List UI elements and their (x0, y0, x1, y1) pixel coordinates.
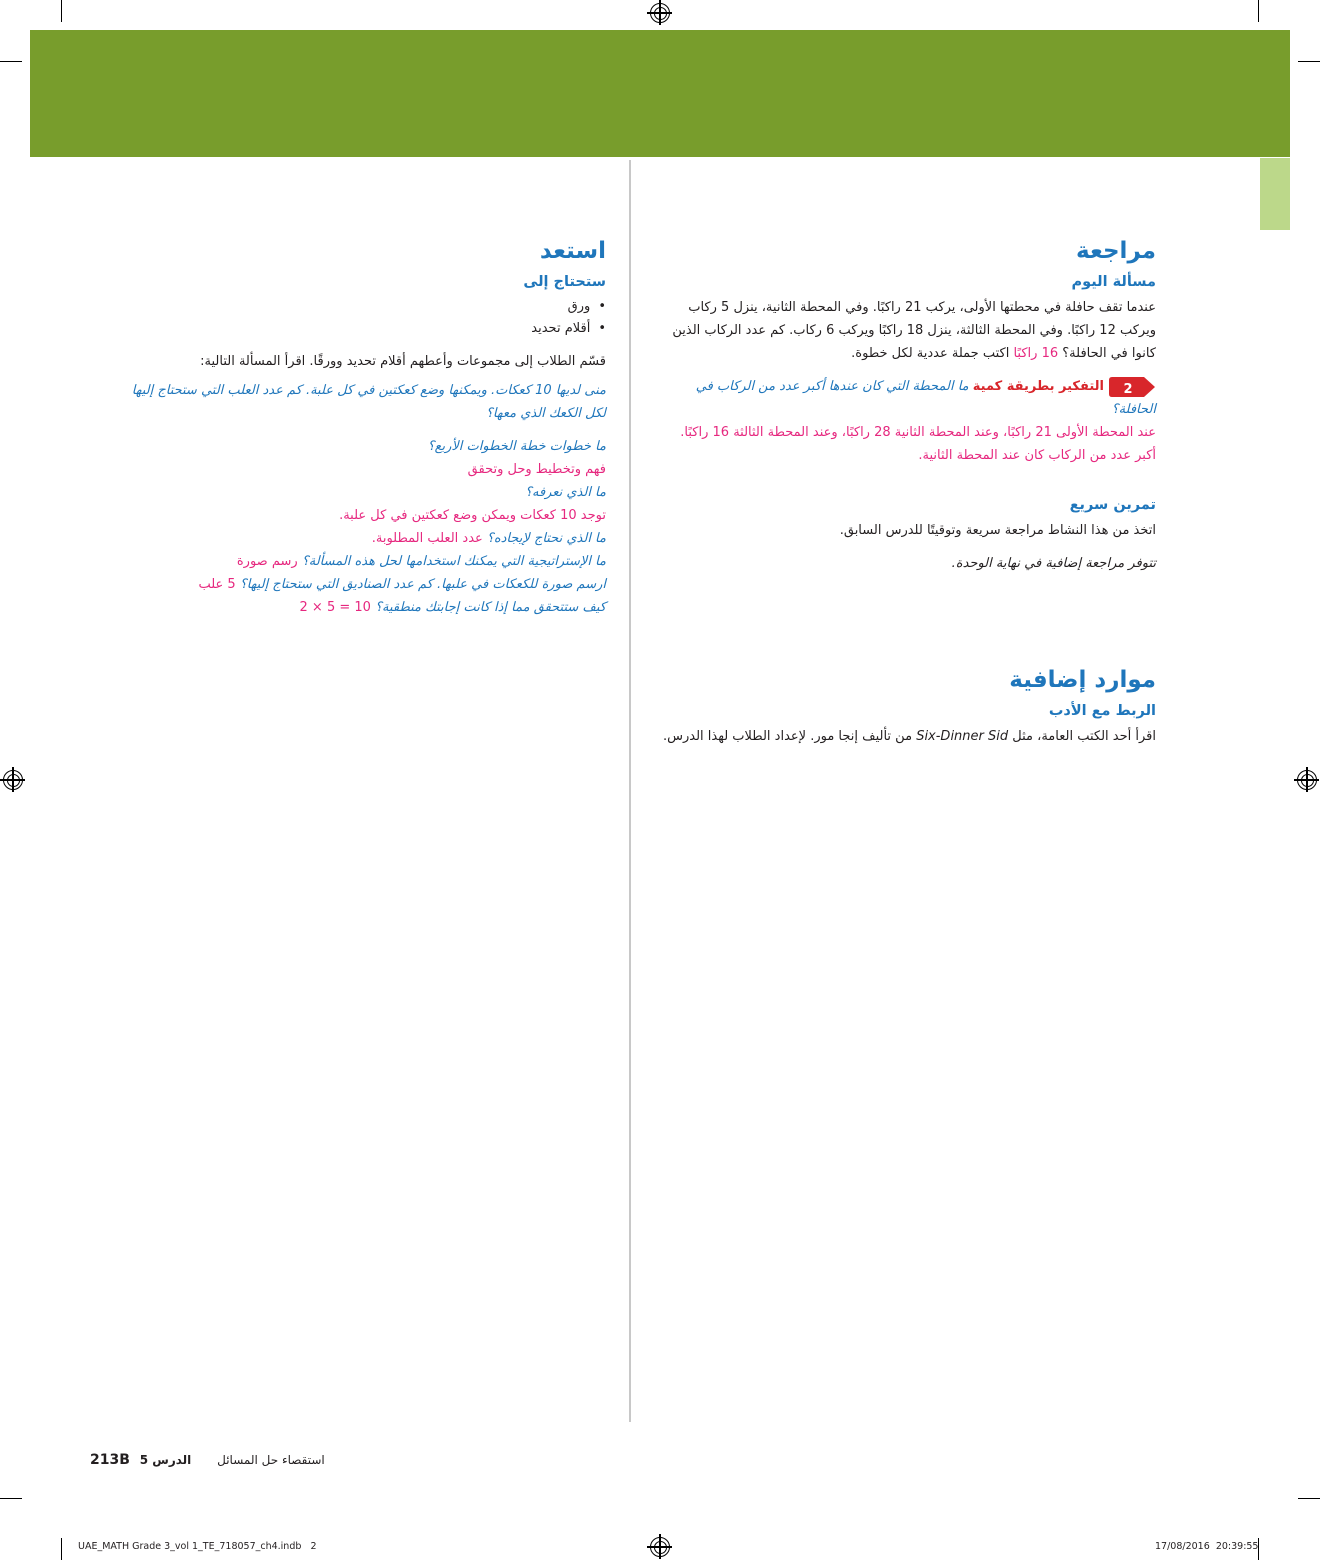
thinking-badge (1108, 376, 1156, 398)
literature-text-before: اقرأ أحد الكتب العامة، مثل (1012, 729, 1156, 744)
launch-instruction: قسّم الطلاب إلى مجموعات وأعطهم أقلام تحديد وورقًا. اقرأ المسألة التالية: (200, 354, 606, 369)
crop-mark (0, 61, 22, 62)
review-heading: مراجعة (1076, 238, 1156, 264)
launch-heading: استعد (539, 238, 606, 264)
thinking-question-line (660, 375, 1156, 421)
question: ارسم صورة للكعكات في علبها. كم عدد الصناديق التي ستحتاج إليها؟ (239, 577, 606, 592)
question: ما خطوات خطة الخطوات الأربع؟ (427, 439, 606, 454)
crop-mark (1298, 1498, 1320, 1499)
question: كيف ستتحقق مما إذا كانت إجابتك منطقية؟ (375, 600, 606, 615)
registration-mark-icon (1297, 770, 1317, 790)
literature-text-after: من تأليف إنجا مور. لإعداد الطلاب لهذا الدرس. (662, 729, 913, 744)
side-tab (1260, 158, 1290, 230)
question-answer-line (110, 596, 606, 619)
lesson-label: الدرس 5 (139, 1453, 192, 1467)
questions-block (110, 435, 606, 619)
crop-mark (0, 1498, 22, 1499)
answer: فهم وتخطيط وحل وتحقق (467, 462, 606, 477)
quick-exercise-note: تتوفر مراجعة إضافية في نهاية الوحدة. (951, 556, 1156, 571)
question-answer-line (110, 527, 606, 550)
answer: رسم صورة (236, 554, 298, 569)
list-item: • أقلام تحديد (110, 318, 606, 340)
materials-heading: ستحتاج إلى (523, 274, 606, 290)
thinking-number: 2 (1123, 381, 1133, 397)
problem-of-day-heading: مسألة اليوم (1071, 274, 1156, 290)
book-title: Six-Dinner Sid (916, 729, 1009, 744)
question-answer-line (110, 550, 606, 573)
problem-answer: 16 راكبًا (1013, 346, 1059, 361)
materials-list (110, 296, 606, 340)
left-column (110, 238, 606, 619)
literature-heading: الربط مع الأدب (1048, 703, 1156, 719)
registration-mark-icon (3, 770, 23, 790)
thinking-block (660, 375, 1156, 467)
quick-exercise-heading: تمرين سريع (1069, 497, 1156, 513)
resources-heading: موارد إضافية (1009, 667, 1156, 693)
right-column (660, 238, 1156, 748)
launch-problem: منى لديها 10 كعكات. ويمكنها وضع كعكتين في كل علبة. كم عدد العلب التي ستحتاج إليها لكل الكعك الذي معها؟ (131, 383, 606, 421)
question: ما الذي نعرفه؟ (525, 485, 606, 500)
problem-text: عندما تقف حافلة في محطتها الأولى، يركب 21 راكبًا. وفي المحطة الثانية، ينزل 5 ركاب ويركب 12 راكبًا. وفي المحطة الثالثة، ينزل 18 راكبًا ويركب 6 ركاب. كم عدد الركاب الذين كانوا في الحافلة؟ (672, 300, 1156, 361)
thinking-label: التفكير بطريقة كمية (972, 379, 1104, 394)
thinking-question: ما المحطة التي كان عندها أكبر عدد من الركاب في الحافلة؟ (695, 379, 1156, 417)
question: ما الذي نحتاج لإيجاده؟ (486, 531, 606, 546)
crop-mark (1298, 61, 1320, 62)
crop-mark (1258, 0, 1259, 22)
answer: 2 × 5 = 10 (299, 600, 371, 615)
registration-mark-icon (650, 3, 670, 23)
question: ما الإستراتيجية التي يمكنك استخدامها لحل هذه المسألة؟ (301, 554, 606, 569)
crop-mark (61, 0, 62, 22)
list-item: • ورق (110, 296, 606, 318)
quick-exercise-text: اتخذ من هذا النشاط مراجعة سريعة وتوقيتًا للدرس السابق. (839, 523, 1156, 538)
slug-date-value: 17/08/2016 (1155, 1541, 1210, 1552)
answer: 5 علب (198, 577, 236, 592)
slug-date (1155, 1541, 1258, 1552)
lesson-title: استقصاء حل المسائل (217, 1453, 325, 1467)
slug-file: UAE_MATH Grade 3_vol 1_TE_718057_ch4.indb 2 (78, 1541, 317, 1552)
literature-text (660, 725, 1156, 748)
problem-of-day-text (660, 296, 1156, 365)
answer: توجد 10 كعكات ويمكن وضع كعكتين في كل علبة. (339, 508, 606, 523)
page-number: 213B (90, 1452, 130, 1468)
answer: عدد العلب المطلوبة. (371, 531, 483, 546)
slug-time: 20:39:55 (1215, 1541, 1259, 1552)
crop-mark (61, 1538, 62, 1560)
header-banner (30, 30, 1290, 157)
thinking-answer: عند المحطة الأولى 21 راكبًا، وعند المحطة الثانية 28 راكبًا، وعند المحطة الثالثة 16 راكبًا. أكبر عدد من الركاب كان عند المحطة الثانية. (680, 425, 1156, 463)
problem-text-end: اكتب جملة عددية لكل خطوة. (851, 346, 1010, 361)
page-footer (90, 1452, 325, 1468)
question-answer-line (110, 573, 606, 596)
column-divider (629, 160, 631, 1422)
registration-mark-icon (650, 1537, 670, 1557)
